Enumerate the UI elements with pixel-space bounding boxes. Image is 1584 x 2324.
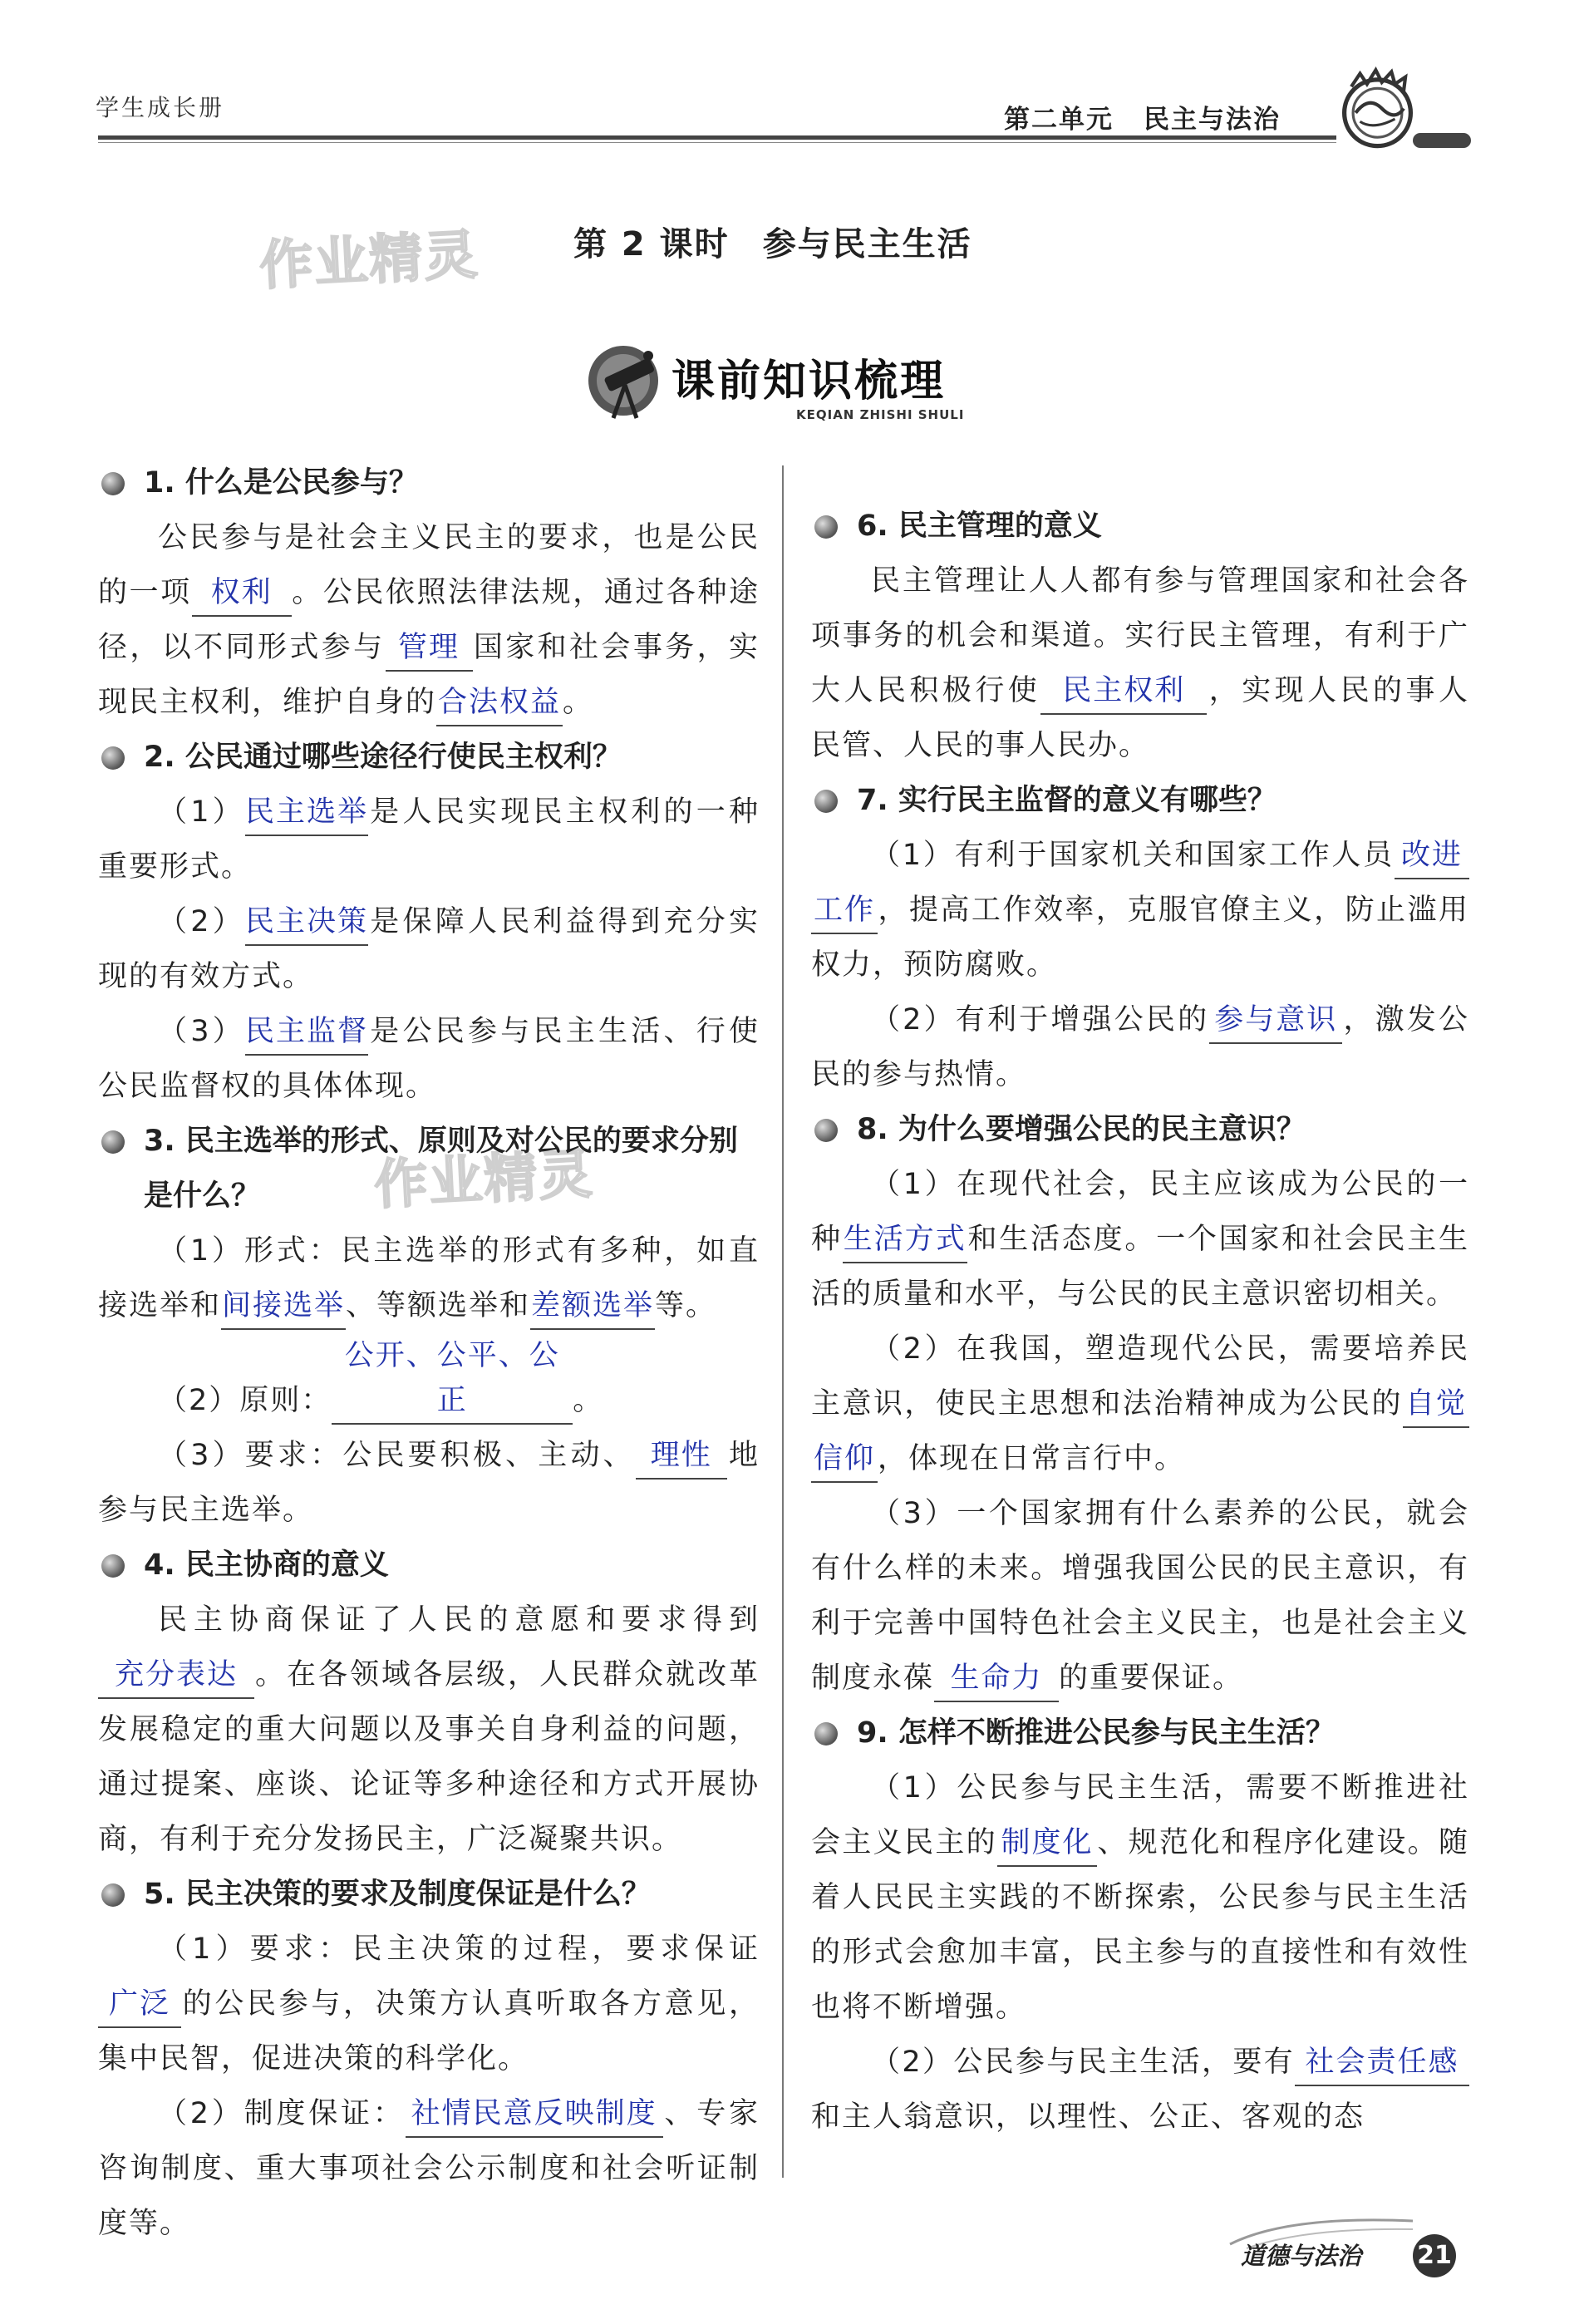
- answer-blank: 间接选举: [221, 1283, 346, 1330]
- answer-paragraph: （2）公民参与民主生活，要有 社会责任感和主人翁意识，以理性、公正、客观的态: [811, 2035, 1469, 2144]
- right-column: [811, 444, 1469, 2144]
- answer-blank: 自觉: [1403, 1381, 1469, 1428]
- lesson-number: 第 2 课时: [573, 225, 730, 263]
- header-rule-thin: [98, 142, 1336, 143]
- section-banner: [582, 339, 981, 431]
- question-title: 5. 民主决策的要求及制度保证是什么？: [98, 1867, 760, 1922]
- answer-paragraph: （3）要求：公民要积极、主动、 理性 地参与民主选举。: [98, 1428, 760, 1538]
- watermark: 作业精灵: [258, 224, 481, 298]
- answer-blank: 差额选举: [530, 1283, 655, 1330]
- answer-blank: 广泛: [98, 1982, 181, 2028]
- header-rule: [98, 135, 1336, 140]
- answer-paragraph: 民主协商保证了人民的意愿和要求得到充分表达 。在各领域各层级，人民群众就改革发展稳定的重大问题以及事关自身利益的问题，通过提案、座谈、论证等多种途径和方式开展协商，有利于充分发扬民主，广泛凝聚共识。: [98, 1603, 760, 1856]
- unit-number: 第二单元: [1004, 105, 1114, 135]
- answer-blank: 管理: [386, 625, 473, 672]
- answer-blank: 公开、公平、公正: [332, 1333, 573, 1425]
- footer-subject: 道德与法治: [1241, 2242, 1362, 2270]
- question-title: 9. 怎样不断推进公民参与民主生活？: [811, 1706, 1469, 1760]
- answer-blank: 信仰: [811, 1436, 878, 1483]
- answer-blank: 生命力: [934, 1656, 1059, 1702]
- answer-blank: 工作: [811, 888, 878, 934]
- watermark: 作业精灵: [372, 1144, 596, 1217]
- answer-blank: 民主权利: [1040, 668, 1207, 715]
- answer-blank: 充分表达: [98, 1652, 254, 1699]
- answer-blank: 民主决策: [245, 899, 368, 946]
- answer-paragraph: （2）在我国，塑造现代公民，需要培养民主意识，使民主思想和法治精神成为公民的自觉信仰，体现在日常言行中。: [811, 1322, 1469, 1486]
- answer-paragraph: （1）在现代社会，民主应该成为公民的一种生活方式和生活态度。一个国家和社会民主生活的质量和水平，与公民的民主意识密切相关。: [811, 1168, 1469, 1311]
- question-title: 3. 民主选举的形式、原则及对公民的要求分别是什么？: [98, 1114, 760, 1224]
- question-title: 7. 实行民主监督的意义有哪些？: [811, 773, 1469, 828]
- dragon-emblem-icon: [1334, 65, 1421, 152]
- answer-paragraph: （2）有利于增强公民的 参与意识 ，激发公民的参与热情。: [811, 992, 1469, 1102]
- answer-paragraph: （3）民主监督是公民参与民主生活、行使公民监督权的具体体现。: [98, 1004, 760, 1114]
- answer-paragraph: （1）形式：民主选举的形式有多种，如直接选举和间接选举、等额选举和差额选举等。: [98, 1224, 760, 1333]
- question-title: 4. 民主协商的意义: [98, 1538, 760, 1593]
- book-series-label: 学生成长册: [96, 94, 225, 121]
- question-title: 8. 为什么要增强公民的民主意识？: [811, 1102, 1469, 1157]
- answer-blank: 生活方式: [843, 1217, 967, 1263]
- answer-paragraph: （1）公民参与民主生活，需要不断推进社会主义民主的 制度化 、规范化和程序化建设。随着人民民主实践的不断探索，公民参与民主生活的形式会愈加丰富，民主参与的直接性和有效性也将不断增强。: [811, 1771, 1469, 2024]
- answer-blank: 参与意识: [1209, 997, 1342, 1044]
- banner-title: 课前知识梳理: [671, 357, 947, 406]
- answer-blank: 改进: [1395, 833, 1469, 879]
- answer-paragraph: （2）原则：公开、公平、公正 。: [98, 1333, 760, 1428]
- answer-blank: 权利: [192, 570, 292, 617]
- answer-paragraph: （1）要求：民主决策的过程，要求保证广泛 的公民参与，决策方认真听取各方意见，集中民智，促进决策的科学化。: [98, 1933, 760, 2075]
- question-title: 1. 什么是公民参与？: [98, 455, 760, 510]
- question-title: 6. 民主管理的意义: [811, 499, 1469, 554]
- answer-blank: 理性: [636, 1433, 727, 1480]
- lesson-title: [573, 218, 972, 265]
- answer-paragraph: （2）制度保证： 社情民意反映制度 、专家咨询制度、重大事项社会公示制度和社会听证制度等。: [98, 2086, 760, 2251]
- column-divider: [782, 465, 784, 2178]
- continued-line-spacer: [811, 444, 1469, 499]
- answer-paragraph: 民主管理让人人都有参与管理国家和社会各项事务的机会和渠道。实行民主管理，有利于广大人民积极行使 民主权利 ，实现人民的事人民管、人民的事人民办。: [811, 564, 1469, 762]
- answer-blank: 民主选举: [245, 790, 368, 836]
- unit-header: [1004, 98, 1281, 135]
- telescope-icon: [582, 339, 673, 422]
- lesson-name: 参与民主生活: [762, 225, 972, 263]
- question-title: 2. 公民通过哪些途径行使民主权利？: [98, 730, 760, 785]
- page-number: 21: [1413, 2234, 1456, 2277]
- unit-title: 民主与法治: [1144, 105, 1281, 135]
- answer-paragraph: （1）有利于国家机关和国家工作人员 改进工作，提高工作效率，克服官僚主义，防止滥用权力，预防腐败。: [811, 828, 1469, 992]
- header-bar: [1413, 133, 1471, 148]
- answer-paragraph: （3）一个国家拥有什么素养的公民，就会有什么样的未来。增强我国公民的民主意识，有利于完善中国特色社会主义民主，也是社会主义制度永葆 生命力 的重要保证。: [811, 1486, 1469, 1706]
- answer-paragraph: （1）民主选举是人民实现民主权利的一种重要形式。: [98, 785, 760, 894]
- answer-blank: 社情民意反映制度: [406, 2091, 663, 2138]
- answer-blank: 民主监督: [245, 1009, 368, 1056]
- left-column: [98, 455, 760, 2251]
- answer-blank: 制度化: [997, 1820, 1097, 1867]
- banner-subtitle: KEQIAN ZHISHI SHULI: [796, 407, 965, 422]
- answer-paragraph: （2）民主决策是保障人民利益得到充分实现的有效方式。: [98, 894, 760, 1004]
- answer-paragraph: 公民参与是社会主义民主的要求，也是公民的一项 权利 。公民依照法律法规，通过各种途径，以不同形式参与 管理 国家和社会事务，实现民主权利，维护自身的合法权益。: [98, 510, 760, 730]
- answer-blank: 合法权益: [436, 680, 563, 726]
- answer-blank: 社会责任感: [1295, 2040, 1469, 2086]
